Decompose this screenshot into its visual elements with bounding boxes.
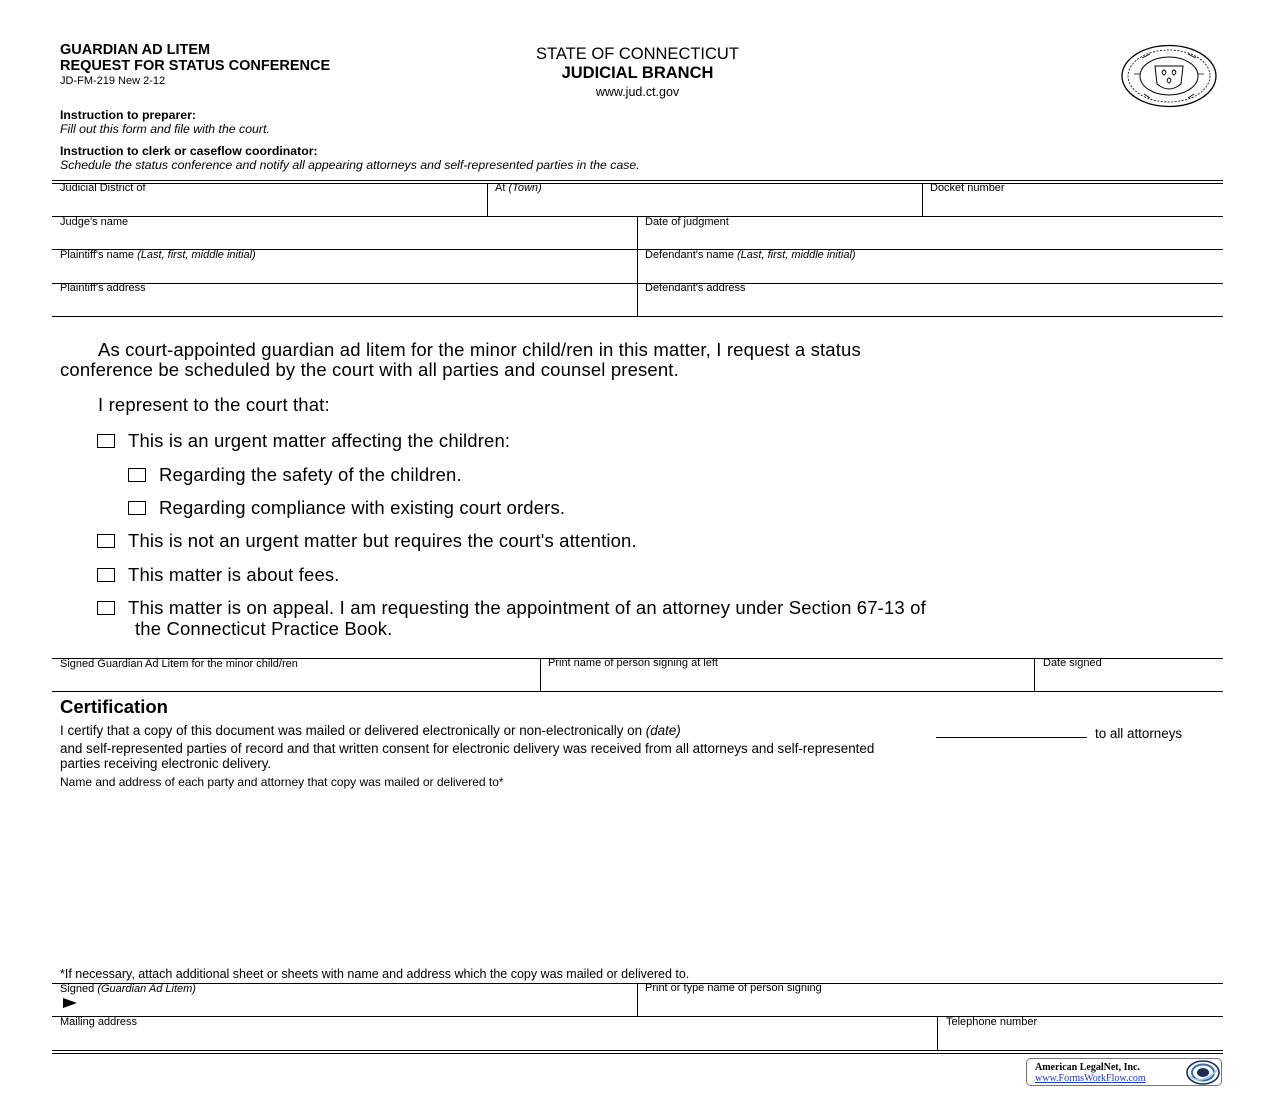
name-address-label: Name and address of each party and attorney that copy was mailed or delivered to*	[60, 775, 504, 789]
compliance-label: Regarding compliance with existing court orders.	[159, 497, 566, 518]
legalnet-badge	[1026, 1058, 1222, 1086]
clerk-text: Schedule the status conference and notify all appearing attorneys and self-represented parties in the case.	[60, 158, 640, 172]
certification-line2: and self-represented parties of record and that written consent for electronic delivery was received from all attorneys and self-represented	[60, 741, 875, 756]
appeal-label: This matter is on appeal. I am requesting the appointment of an attorney under Section 67-13 of	[128, 597, 926, 618]
website: www.jud.ct.gov	[595, 85, 680, 99]
town-label-hint: (Town)	[508, 182, 542, 194]
urgent-matter-checkbox[interactable]	[97, 434, 115, 448]
legalnet-company: American LegalNet, Inc.	[1035, 1062, 1140, 1073]
urgent-matter-label: This is an urgent matter affecting the children:	[128, 430, 511, 451]
town-label-text: At	[495, 182, 509, 194]
date-signed-label: Date signed	[1043, 657, 1102, 669]
print-type-name-label: Print or type name of person signing	[645, 982, 822, 994]
safety-checkbox[interactable]	[128, 468, 146, 482]
judge-name-field[interactable]	[52, 217, 637, 249]
judicial-district-label: Judicial District of	[60, 182, 146, 194]
plaintiff-name-label	[60, 249, 256, 261]
plaintiff-name-label-text: Plaintiff's name	[60, 249, 138, 261]
certification-signed-text: Signed	[60, 983, 98, 995]
judge-name-label: Judge's name	[60, 216, 129, 228]
certification-heading: Certification	[60, 696, 168, 717]
instructions	[60, 108, 640, 172]
preparer-heading: Instruction to preparer:	[60, 108, 196, 122]
clerk-heading: Instruction to clerk or caseflow coordinator:	[60, 144, 318, 158]
certification-signed-hint: (Guardian Ad Litem)	[97, 983, 196, 995]
certification-line1-text: I certify that a copy of this document was mailed or delivered electronically or non-electronically on	[60, 723, 646, 738]
branch-name: JUDICIAL BRANCH	[561, 64, 714, 82]
certification-signed-label	[60, 983, 196, 995]
name-address-field[interactable]	[52, 792, 1223, 962]
request-paragraph-line2: conference be scheduled by the court with all parties and counsel present.	[60, 359, 679, 380]
sign-here-arrow-icon	[62, 997, 78, 1009]
legalnet-logo-icon	[1185, 1060, 1221, 1085]
footnote: *If necessary, attach additional sheet or sheets with name and address which the copy was mailed or delivered to.	[60, 967, 690, 981]
town-label	[495, 182, 542, 194]
defendant-name-label	[645, 249, 856, 261]
compliance-checkbox[interactable]	[128, 501, 146, 515]
state-name: STATE OF CONNECTICUT	[536, 45, 739, 63]
legalnet-link[interactable]: www.FormsWorkFlow.com	[1035, 1073, 1146, 1084]
mailing-address-field[interactable]	[52, 1017, 937, 1050]
telephone-label: Telephone number	[946, 1016, 1038, 1028]
represent-heading: I represent to the court that:	[98, 394, 330, 415]
gal-signature-label: Signed Guardian Ad Litem for the minor child/ren	[60, 658, 298, 670]
date-of-judgment-label: Date of judgment	[645, 216, 729, 228]
state-seal-icon	[1120, 44, 1218, 108]
certification-line1	[60, 723, 681, 738]
print-name-label: Print name of person signing at left	[548, 657, 718, 669]
preparer-text: Fill out this form and file with the court.	[60, 122, 270, 136]
certification-date-hint: (date)	[645, 723, 681, 738]
safety-label: Regarding the safety of the children.	[159, 464, 462, 485]
appeal-checkbox[interactable]	[97, 601, 115, 615]
form-title	[60, 42, 330, 74]
mailing-address-label: Mailing address	[60, 1016, 138, 1028]
town-field[interactable]	[488, 184, 922, 216]
defendant-name-label-text: Defendant's name	[645, 249, 737, 261]
court-heading	[480, 45, 795, 99]
plaintiff-name-hint: (Last, first, middle initial)	[137, 249, 256, 261]
not-urgent-label: This is not an urgent matter but requires the court's attention.	[128, 530, 637, 551]
defendant-name-hint: (Last, first, middle initial)	[737, 249, 856, 261]
fees-label: This matter is about fees.	[128, 564, 340, 585]
appeal-label-line2: the Connecticut Practice Book.	[135, 618, 393, 639]
plaintiff-address-label: Plaintiff's address	[60, 282, 146, 294]
docket-number-label: Docket number	[930, 182, 1005, 194]
certification-date-field[interactable]	[936, 737, 1087, 738]
form-number: JD-FM-219 New 2-12	[60, 75, 166, 87]
not-urgent-checkbox[interactable]	[97, 534, 115, 548]
request-paragraph-line1: As court-appointed guardian ad litem for the minor child/ren in this matter, I request a status	[98, 339, 861, 360]
fees-checkbox[interactable]	[97, 568, 115, 582]
form-title-line2: REQUEST FOR STATUS CONFERENCE	[60, 58, 331, 74]
certification-line1-end: to all attorneys	[1095, 726, 1183, 741]
defendant-address-label: Defendant's address	[645, 282, 746, 294]
certification-line3: parties receiving electronic delivery.	[60, 756, 272, 771]
form-title-line1: GUARDIAN AD LITEM	[60, 42, 211, 58]
